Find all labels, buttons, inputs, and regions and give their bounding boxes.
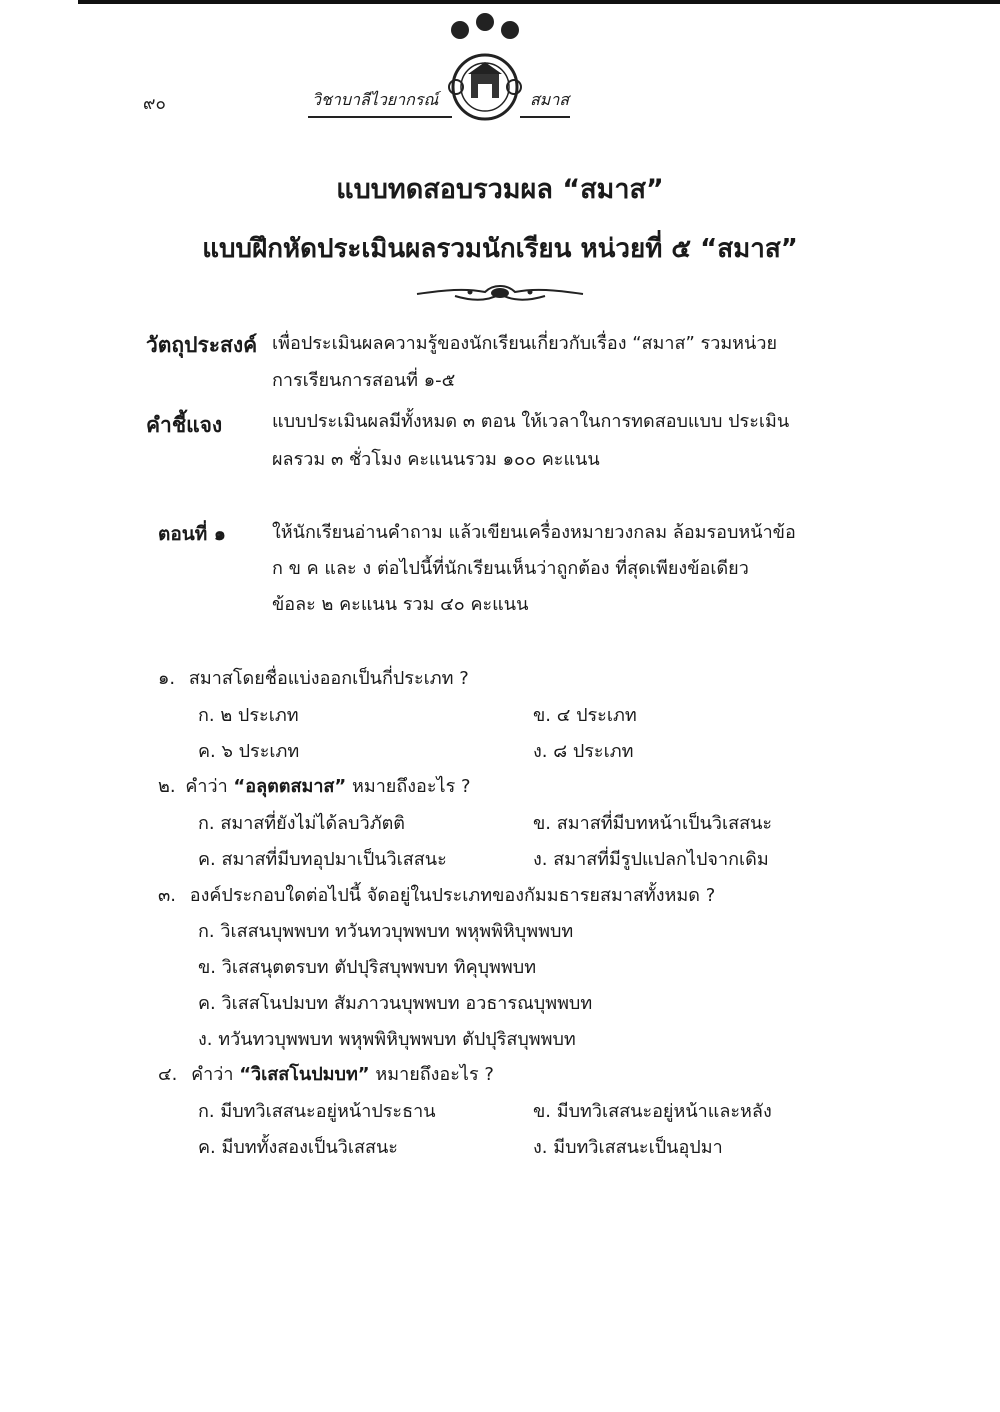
header-underline	[308, 116, 452, 118]
question-term: “วิเสสโนปมบท”	[239, 1064, 370, 1085]
q3-option-d[interactable]: ง. ทวันทวบุพพบท พหุพพิหิบุพพบท ตัปปุริสบุพพบท	[198, 1029, 576, 1050]
question-number: ๑.	[158, 668, 176, 689]
header-underline-right	[520, 116, 570, 118]
q4-option-d[interactable]: ง. มีบทวิเสสนะเป็นอุปมา	[533, 1137, 723, 1158]
question-text-post: หมายถึงอะไร ?	[346, 776, 471, 797]
page-subtitle: แบบฝึกหัดประเมินผลรวมนักเรียน หน่วยที่ ๕ “สมาส”	[202, 234, 798, 264]
page-title: แบบทดสอบรวมผล “สมาส”	[336, 174, 664, 205]
unit-name: สมาส	[530, 90, 570, 109]
top-border-rule	[78, 0, 1000, 4]
q1-option-b[interactable]: ข. ๔ ประเภท	[533, 705, 637, 726]
q4-option-a[interactable]: ก. มีบทวิเสสนะอยู่หน้าประธาน	[198, 1101, 436, 1122]
objective-text-line2: การเรียนการสอนที่ ๑-๕	[272, 370, 456, 391]
school-seal-icon	[440, 12, 530, 122]
question-number: ๒.	[158, 776, 176, 797]
q2-option-c[interactable]: ค. สมาสที่มีบทอุปมาเป็นวิเสสนะ	[198, 849, 447, 870]
instructions-text-line2: ผลรวม ๓ ชั่วโมง คะแนนรวม ๑๐๐ คะแนน	[272, 449, 600, 470]
q3-option-c[interactable]: ค. วิเสสโนปมบท สัมภาวนบุพพบท อวธารณบุพพบท	[198, 993, 593, 1014]
question-text: สมาสโดยชื่อแบ่งออกเป็นกี่ประเภท ?	[188, 668, 469, 689]
q1-option-d[interactable]: ง. ๘ ประเภท	[533, 741, 634, 762]
page-number: ๙๐	[143, 94, 166, 114]
objective-text-line1: เพื่อประเมินผลความรู้ของนักเรียนเกี่ยวกับเรื่อง “สมาส” รวมหน่วย	[272, 333, 778, 354]
instructions-label: คำชี้แจง	[146, 413, 223, 437]
running-header	[0, 80, 1000, 140]
part1-text-line1: ให้นักเรียนอ่านคำถาม แล้วเขียนเครื่องหมายวงกลม ล้อมรอบหน้าข้อ	[272, 522, 796, 543]
q4-option-b[interactable]: ข. มีบทวิเสสนะอยู่หน้าและหลัง	[533, 1101, 772, 1122]
question-text-pre: คำว่า	[191, 1064, 240, 1085]
q1-option-c[interactable]: ค. ๖ ประเภท	[198, 741, 300, 762]
q2-option-a[interactable]: ก. สมาสที่ยังไม่ได้ลบวิภัตติ	[198, 813, 405, 834]
question-term: “อลุตตสมาส”	[233, 776, 347, 797]
q2-option-d[interactable]: ง. สมาสที่มีรูปแปลกไปจากเดิม	[533, 849, 769, 870]
instructions-text-line1: แบบประเมินผลมีทั้งหมด ๓ ตอน ให้เวลาในการทดสอบแบบ ประเมิน	[272, 411, 790, 432]
question-4	[158, 1059, 494, 1088]
q4-option-c[interactable]: ค. มีบททั้งสองเป็นวิเสสนะ	[198, 1137, 398, 1158]
question-text-post: หมายถึงอะไร ?	[369, 1064, 494, 1085]
question-1	[158, 663, 469, 692]
question-number: ๔.	[158, 1064, 178, 1085]
q1-option-a[interactable]: ก. ๒ ประเภท	[198, 705, 299, 726]
question-2	[158, 771, 471, 800]
objective-label: วัตถุประสงค์	[146, 333, 258, 357]
question-number: ๓.	[158, 885, 177, 906]
part1-text-line3: ข้อละ ๒ คะแนน รวม ๔๐ คะแนน	[272, 594, 529, 615]
question-3	[158, 880, 715, 909]
part1-text-line2: ก ข ค และ ง ต่อไปนี้ที่นักเรียนเห็นว่าถูกต้อง ที่สุดเพียงข้อเดียว	[272, 558, 749, 579]
ornament-divider-icon	[415, 280, 585, 306]
course-name: วิชาบาลีไวยากรณ์	[312, 90, 439, 109]
question-text: องค์ประกอบใดต่อไปนี้ จัดอยู่ในประเภทของกัมมธารยสมาสทั้งหมด ?	[189, 885, 716, 906]
q3-option-a[interactable]: ก. วิเสสนบุพพบท ทวันทวบุพพบท พหุพพิหิบุพพบท	[198, 921, 574, 942]
q3-option-b[interactable]: ข. วิเสสนุตตรบท ตัปปุริสบุพพบท ทิคุบุพพบท	[198, 957, 537, 978]
q2-option-b[interactable]: ข. สมาสที่มีบทหน้าเป็นวิเสสนะ	[533, 813, 773, 834]
part1-label: ตอนที่ ๑	[158, 523, 226, 545]
question-text-pre: คำว่า	[185, 776, 234, 797]
